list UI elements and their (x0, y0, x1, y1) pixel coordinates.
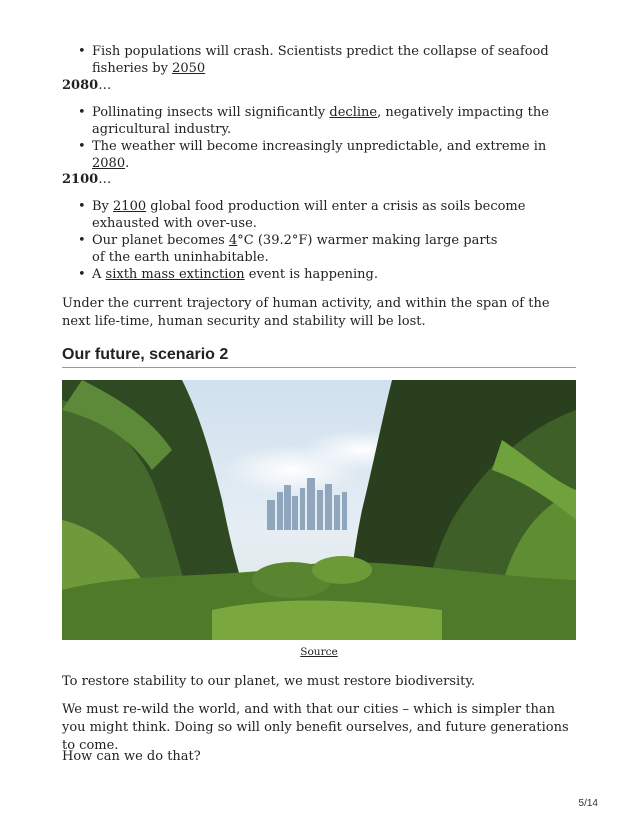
list-item: • A sixth mass extinction event is happening. (92, 266, 576, 283)
list-item: • Fish populations will crash. Scientists predict the collapse of seafood fisheries by 2050 (92, 43, 606, 77)
list-2050 (62, 43, 606, 77)
section-heading: Our future, scenario 2 (62, 346, 229, 363)
list-item: • By 2100 global food production will enter a crisis as soils become exhausted with over-use. (92, 198, 576, 232)
link-2050[interactable]: 2050 (172, 61, 206, 76)
heading-divider (62, 367, 576, 368)
list-2100 (62, 198, 576, 283)
paragraph-3: How can we do that? (62, 749, 201, 764)
year-heading-2080: 2080… (62, 78, 112, 93)
summary-paragraph: Under the current trajectory of human activity, and within the span of the next life-time, human security and stability will be lost. (62, 296, 550, 329)
link-sixth-mass-extinction[interactable]: sixth mass extinction (105, 267, 245, 282)
list-item: • Our planet becomes 4°C (39.2°F) warmer making large parts of the earth uninhabitable. (92, 232, 512, 266)
page-number: 5/14 (578, 798, 598, 809)
image-caption (62, 646, 576, 658)
link-4-degrees[interactable]: 4 (228, 233, 238, 248)
link-2080[interactable]: 2080 (92, 156, 126, 171)
paragraph-1: To restore stability to our planet, we must restore biodiversity. (62, 674, 476, 689)
list-item: • Pollinating insects will significantly decline, negatively impacting the agricultural industry. (92, 104, 572, 138)
list-item: • The weather will become increasingly unpredictable, and extreme in 2080. (92, 138, 572, 172)
link-2100[interactable]: 2100 (113, 199, 147, 214)
year-heading-2100: 2100… (62, 172, 112, 187)
list-2080 (62, 104, 572, 172)
link-decline[interactable]: decline (329, 105, 378, 120)
jungle-city-photo (62, 380, 576, 640)
source-link[interactable]: Source (300, 646, 338, 658)
paragraph-2: We must re-wild the world, and with that our cities – which is simpler than you might think. Doing so will only benefit ourselves, and future generations to come. (62, 702, 569, 753)
